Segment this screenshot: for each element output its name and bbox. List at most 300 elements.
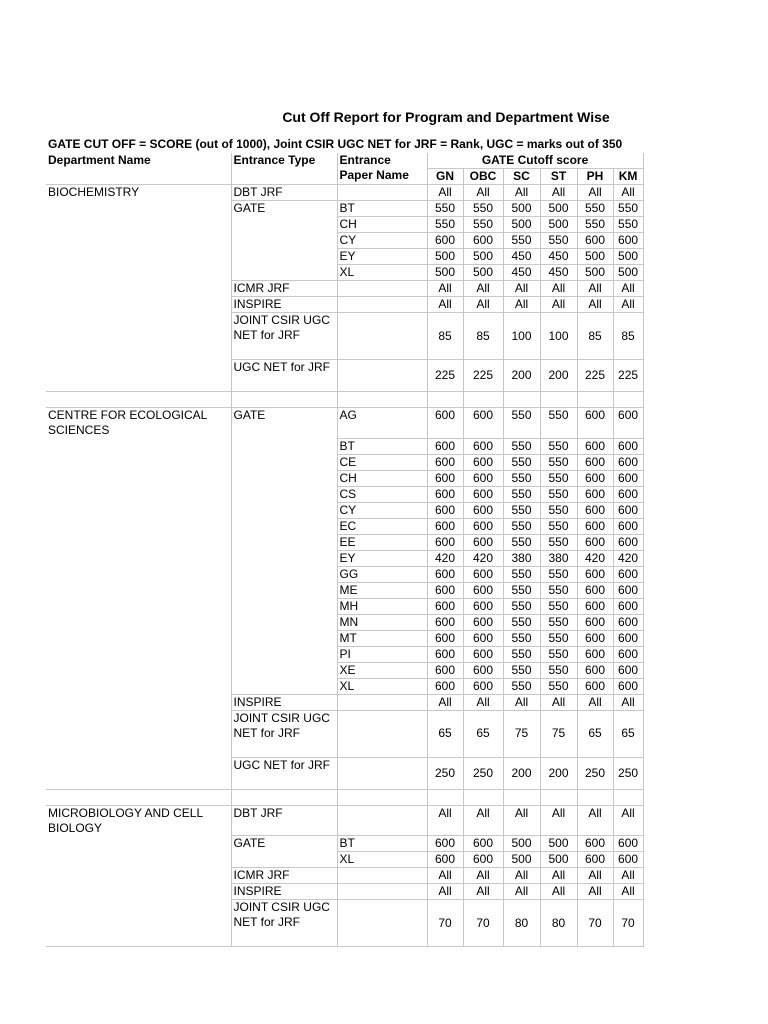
spacer-cell bbox=[613, 392, 643, 408]
score-cell-gn: All bbox=[427, 805, 463, 836]
score-cell-obc: All bbox=[463, 297, 503, 313]
score-cell-obc: All bbox=[463, 884, 503, 900]
score-cell-sc: 550 bbox=[503, 582, 540, 598]
score-cell-km: All bbox=[613, 868, 643, 884]
department-cell bbox=[46, 233, 231, 249]
entrance-paper-cell: CE bbox=[337, 454, 427, 470]
score-cell-sc: 550 bbox=[503, 646, 540, 662]
score-cell-obc: 85 bbox=[463, 313, 503, 360]
col-header-ph: PH bbox=[577, 169, 613, 185]
table-row bbox=[46, 614, 643, 630]
table-row bbox=[46, 217, 643, 233]
entrance-paper-cell bbox=[337, 694, 427, 710]
score-cell-st: 550 bbox=[540, 454, 577, 470]
entrance-paper-cell: XL bbox=[337, 265, 427, 281]
score-cell-gn: All bbox=[427, 281, 463, 297]
table-row bbox=[46, 710, 643, 757]
score-cell-gn: 600 bbox=[427, 598, 463, 614]
entrance-paper-cell: MH bbox=[337, 598, 427, 614]
score-cell-gn: 600 bbox=[427, 836, 463, 852]
score-cell-gn: 600 bbox=[427, 630, 463, 646]
score-cell-obc: 600 bbox=[463, 646, 503, 662]
score-cell-sc: 80 bbox=[503, 900, 540, 947]
score-cell-gn: All bbox=[427, 694, 463, 710]
score-cell-obc: 420 bbox=[463, 550, 503, 566]
score-cell-st: 550 bbox=[540, 598, 577, 614]
spacer-cell bbox=[46, 789, 231, 805]
score-cell-km: All bbox=[613, 694, 643, 710]
entrance-paper-cell: GG bbox=[337, 566, 427, 582]
score-cell-ph: 600 bbox=[577, 662, 613, 678]
entrance-type-cell: GATE bbox=[231, 201, 337, 217]
col-header-sc: SC bbox=[503, 169, 540, 185]
entrance-type-cell: JOINT CSIR UGC NET for JRF bbox=[231, 900, 337, 947]
score-cell-st: All bbox=[540, 884, 577, 900]
department-cell bbox=[46, 486, 231, 502]
score-cell-sc: 550 bbox=[503, 408, 540, 439]
score-cell-st: All bbox=[540, 694, 577, 710]
department-cell bbox=[46, 868, 231, 884]
score-cell-sc: 550 bbox=[503, 454, 540, 470]
score-cell-ph: 600 bbox=[577, 408, 613, 439]
table-row bbox=[46, 836, 643, 852]
score-cell-st: 550 bbox=[540, 662, 577, 678]
spacer-cell bbox=[503, 789, 540, 805]
entrance-paper-cell bbox=[337, 868, 427, 884]
table-row bbox=[46, 598, 643, 614]
spacer-cell bbox=[577, 392, 613, 408]
table-body bbox=[46, 185, 643, 947]
entrance-paper-cell bbox=[337, 360, 427, 392]
score-cell-sc: All bbox=[503, 185, 540, 201]
score-cell-obc: 600 bbox=[463, 486, 503, 502]
entrance-paper-cell bbox=[337, 805, 427, 836]
score-cell-sc: 100 bbox=[503, 313, 540, 360]
score-cell-gn: 250 bbox=[427, 757, 463, 789]
score-cell-sc: 550 bbox=[503, 486, 540, 502]
score-cell-km: 550 bbox=[613, 217, 643, 233]
spacer-cell bbox=[613, 789, 643, 805]
score-cell-obc: 600 bbox=[463, 438, 503, 454]
cutoff-table bbox=[46, 153, 644, 947]
spacer-cell bbox=[337, 789, 427, 805]
score-cell-obc: 500 bbox=[463, 265, 503, 281]
score-cell-ph: 250 bbox=[577, 757, 613, 789]
score-cell-ph: All bbox=[577, 297, 613, 313]
entrance-type-cell bbox=[231, 249, 337, 265]
score-cell-km: 600 bbox=[613, 678, 643, 694]
score-cell-obc: 600 bbox=[463, 630, 503, 646]
score-cell-st: 550 bbox=[540, 518, 577, 534]
entrance-paper-cell: ME bbox=[337, 582, 427, 598]
score-cell-km: 225 bbox=[613, 360, 643, 392]
score-cell-st: 500 bbox=[540, 836, 577, 852]
table-row bbox=[46, 486, 643, 502]
col-header-gate-cutoff: GATE Cutoff score bbox=[427, 153, 643, 169]
score-cell-gn: 600 bbox=[427, 582, 463, 598]
score-cell-ph: All bbox=[577, 805, 613, 836]
score-cell-gn: 600 bbox=[427, 438, 463, 454]
score-cell-ph: 600 bbox=[577, 678, 613, 694]
score-cell-km: 500 bbox=[613, 249, 643, 265]
table-row bbox=[46, 550, 643, 566]
table-row bbox=[46, 313, 643, 360]
spacer-row bbox=[46, 392, 643, 408]
score-cell-sc: 550 bbox=[503, 598, 540, 614]
table-row bbox=[46, 662, 643, 678]
department-cell bbox=[46, 265, 231, 281]
department-cell bbox=[46, 884, 231, 900]
entrance-paper-cell: CH bbox=[337, 470, 427, 486]
department-cell bbox=[46, 582, 231, 598]
score-cell-ph: 225 bbox=[577, 360, 613, 392]
score-cell-gn: 420 bbox=[427, 550, 463, 566]
entrance-paper-cell: CY bbox=[337, 502, 427, 518]
score-cell-sc: All bbox=[503, 868, 540, 884]
entrance-type-cell bbox=[231, 852, 337, 868]
entrance-paper-cell: BT bbox=[337, 438, 427, 454]
spacer-cell bbox=[463, 789, 503, 805]
score-cell-st: 550 bbox=[540, 566, 577, 582]
score-cell-gn: All bbox=[427, 297, 463, 313]
table-row bbox=[46, 502, 643, 518]
score-cell-sc: 75 bbox=[503, 710, 540, 757]
score-cell-st: 550 bbox=[540, 502, 577, 518]
entrance-type-cell: INSPIRE bbox=[231, 884, 337, 900]
score-cell-obc: 600 bbox=[463, 852, 503, 868]
score-cell-ph: 70 bbox=[577, 900, 613, 947]
score-cell-ph: 500 bbox=[577, 249, 613, 265]
entrance-paper-cell: EY bbox=[337, 249, 427, 265]
score-cell-gn: 600 bbox=[427, 678, 463, 694]
score-cell-km: 600 bbox=[613, 408, 643, 439]
entrance-type-cell bbox=[231, 265, 337, 281]
score-cell-gn: 85 bbox=[427, 313, 463, 360]
score-cell-ph: 600 bbox=[577, 852, 613, 868]
score-cell-ph: All bbox=[577, 185, 613, 201]
entrance-paper-cell: XE bbox=[337, 662, 427, 678]
score-cell-st: 550 bbox=[540, 614, 577, 630]
entrance-paper-cell bbox=[337, 313, 427, 360]
department-cell bbox=[46, 694, 231, 710]
department-cell bbox=[46, 630, 231, 646]
score-cell-st: 550 bbox=[540, 486, 577, 502]
score-cell-km: All bbox=[613, 185, 643, 201]
score-cell-obc: 600 bbox=[463, 614, 503, 630]
score-cell-obc: 600 bbox=[463, 566, 503, 582]
score-cell-gn: 600 bbox=[427, 408, 463, 439]
col-header-entrance-paper: Entrance Paper Name bbox=[337, 153, 427, 185]
table-row bbox=[46, 185, 643, 201]
report-subtitle: GATE CUT OFF = SCORE (out of 1000), Joint CSIR UGC NET for JRF = Rank, UGC = marks out of 350 bbox=[48, 137, 623, 151]
score-cell-km: 420 bbox=[613, 550, 643, 566]
table-row bbox=[46, 852, 643, 868]
score-cell-sc: 500 bbox=[503, 217, 540, 233]
entrance-type-cell: GATE bbox=[231, 836, 337, 852]
department-cell bbox=[46, 757, 231, 789]
score-cell-st: All bbox=[540, 868, 577, 884]
department-cell bbox=[46, 438, 231, 454]
score-cell-sc: 550 bbox=[503, 614, 540, 630]
score-cell-km: 600 bbox=[613, 502, 643, 518]
score-cell-obc: 70 bbox=[463, 900, 503, 947]
score-cell-km: All bbox=[613, 884, 643, 900]
score-cell-obc: 600 bbox=[463, 470, 503, 486]
score-cell-gn: All bbox=[427, 185, 463, 201]
score-cell-gn: All bbox=[427, 884, 463, 900]
entrance-paper-cell bbox=[337, 297, 427, 313]
table-row bbox=[46, 281, 643, 297]
score-cell-ph: 600 bbox=[577, 582, 613, 598]
spacer-cell bbox=[540, 392, 577, 408]
department-cell: CENTRE FOR ECOLOGICAL SCIENCES bbox=[46, 408, 231, 439]
score-cell-st: 500 bbox=[540, 217, 577, 233]
score-cell-gn: 600 bbox=[427, 534, 463, 550]
score-cell-st: 550 bbox=[540, 678, 577, 694]
score-cell-ph: 65 bbox=[577, 710, 613, 757]
score-cell-ph: All bbox=[577, 868, 613, 884]
col-header-obc: OBC bbox=[463, 169, 503, 185]
score-cell-obc: 250 bbox=[463, 757, 503, 789]
score-cell-st: 450 bbox=[540, 265, 577, 281]
department-cell bbox=[46, 566, 231, 582]
score-cell-obc: 600 bbox=[463, 678, 503, 694]
department-cell bbox=[46, 281, 231, 297]
score-cell-st: 550 bbox=[540, 630, 577, 646]
department-cell bbox=[46, 646, 231, 662]
score-cell-ph: All bbox=[577, 694, 613, 710]
score-cell-gn: All bbox=[427, 868, 463, 884]
score-cell-ph: 420 bbox=[577, 550, 613, 566]
department-cell bbox=[46, 454, 231, 470]
entrance-type-cell: JOINT CSIR UGC NET for JRF bbox=[231, 313, 337, 360]
department-cell: MICROBIOLOGY AND CELL BIOLOGY bbox=[46, 805, 231, 836]
entrance-type-cell bbox=[231, 454, 337, 470]
score-cell-km: 600 bbox=[613, 454, 643, 470]
department-cell bbox=[46, 297, 231, 313]
entrance-type-cell bbox=[231, 486, 337, 502]
score-cell-gn: 65 bbox=[427, 710, 463, 757]
score-cell-ph: 600 bbox=[577, 233, 613, 249]
score-cell-ph: 85 bbox=[577, 313, 613, 360]
score-cell-sc: All bbox=[503, 297, 540, 313]
entrance-type-cell bbox=[231, 614, 337, 630]
score-cell-gn: 600 bbox=[427, 486, 463, 502]
entrance-paper-cell: PI bbox=[337, 646, 427, 662]
score-cell-ph: 550 bbox=[577, 217, 613, 233]
score-cell-gn: 600 bbox=[427, 662, 463, 678]
spacer-cell bbox=[463, 392, 503, 408]
department-cell bbox=[46, 534, 231, 550]
score-cell-st: 550 bbox=[540, 534, 577, 550]
score-cell-sc: 550 bbox=[503, 518, 540, 534]
entrance-type-cell bbox=[231, 518, 337, 534]
score-cell-ph: 500 bbox=[577, 265, 613, 281]
entrance-type-cell: JOINT CSIR UGC NET for JRF bbox=[231, 710, 337, 757]
score-cell-km: 500 bbox=[613, 265, 643, 281]
score-cell-km: 600 bbox=[613, 598, 643, 614]
spacer-cell bbox=[231, 789, 337, 805]
score-cell-sc: 550 bbox=[503, 534, 540, 550]
entrance-paper-cell: BT bbox=[337, 836, 427, 852]
department-cell bbox=[46, 360, 231, 392]
score-cell-gn: 550 bbox=[427, 217, 463, 233]
score-cell-ph: 600 bbox=[577, 630, 613, 646]
score-cell-km: 550 bbox=[613, 201, 643, 217]
score-cell-st: 500 bbox=[540, 852, 577, 868]
table-row bbox=[46, 678, 643, 694]
score-cell-gn: 600 bbox=[427, 566, 463, 582]
score-cell-gn: 600 bbox=[427, 454, 463, 470]
table-row bbox=[46, 249, 643, 265]
score-cell-km: 600 bbox=[613, 852, 643, 868]
score-cell-km: 600 bbox=[613, 470, 643, 486]
score-cell-km: All bbox=[613, 805, 643, 836]
score-cell-km: All bbox=[613, 281, 643, 297]
header-row-1 bbox=[46, 153, 643, 169]
score-cell-ph: 600 bbox=[577, 646, 613, 662]
score-cell-sc: 550 bbox=[503, 630, 540, 646]
score-cell-gn: 600 bbox=[427, 646, 463, 662]
table-row bbox=[46, 454, 643, 470]
score-cell-st: 75 bbox=[540, 710, 577, 757]
table-row bbox=[46, 233, 643, 249]
entrance-type-cell: DBT JRF bbox=[231, 185, 337, 201]
score-cell-sc: All bbox=[503, 281, 540, 297]
spacer-cell bbox=[503, 392, 540, 408]
department-cell bbox=[46, 900, 231, 947]
score-cell-ph: 600 bbox=[577, 438, 613, 454]
entrance-type-cell bbox=[231, 646, 337, 662]
score-cell-gn: 600 bbox=[427, 614, 463, 630]
spacer-cell bbox=[427, 789, 463, 805]
entrance-type-cell bbox=[231, 582, 337, 598]
department-cell bbox=[46, 217, 231, 233]
score-cell-obc: 600 bbox=[463, 582, 503, 598]
score-cell-sc: 550 bbox=[503, 678, 540, 694]
score-cell-sc: 550 bbox=[503, 502, 540, 518]
entrance-paper-cell: XL bbox=[337, 852, 427, 868]
score-cell-st: 550 bbox=[540, 470, 577, 486]
department-cell bbox=[46, 836, 231, 852]
score-cell-sc: All bbox=[503, 694, 540, 710]
score-cell-gn: 600 bbox=[427, 470, 463, 486]
score-cell-ph: 600 bbox=[577, 836, 613, 852]
entrance-type-cell bbox=[231, 566, 337, 582]
score-cell-km: 600 bbox=[613, 233, 643, 249]
entrance-type-cell bbox=[231, 550, 337, 566]
score-cell-sc: 200 bbox=[503, 757, 540, 789]
score-cell-st: 100 bbox=[540, 313, 577, 360]
score-cell-km: 600 bbox=[613, 438, 643, 454]
score-cell-gn: 550 bbox=[427, 201, 463, 217]
department-cell bbox=[46, 249, 231, 265]
table-row bbox=[46, 566, 643, 582]
report-title: Cut Off Report for Program and Department Wise bbox=[282, 109, 610, 125]
score-cell-st: 500 bbox=[540, 201, 577, 217]
entrance-type-cell bbox=[231, 233, 337, 249]
entrance-type-cell: DBT JRF bbox=[231, 805, 337, 836]
spacer-cell bbox=[540, 789, 577, 805]
col-header-department: Department Name bbox=[46, 153, 231, 185]
department-cell bbox=[46, 518, 231, 534]
score-cell-st: 200 bbox=[540, 757, 577, 789]
department-cell bbox=[46, 710, 231, 757]
score-cell-gn: 600 bbox=[427, 233, 463, 249]
table-row bbox=[46, 757, 643, 789]
score-cell-st: 80 bbox=[540, 900, 577, 947]
score-cell-km: 600 bbox=[613, 566, 643, 582]
score-cell-obc: 550 bbox=[463, 201, 503, 217]
score-cell-obc: All bbox=[463, 185, 503, 201]
score-cell-km: 85 bbox=[613, 313, 643, 360]
score-cell-gn: 225 bbox=[427, 360, 463, 392]
entrance-paper-cell: CY bbox=[337, 233, 427, 249]
department-cell bbox=[46, 502, 231, 518]
spacer-cell bbox=[427, 392, 463, 408]
table-row bbox=[46, 297, 643, 313]
department-cell bbox=[46, 852, 231, 868]
score-cell-km: 600 bbox=[613, 662, 643, 678]
spacer-cell bbox=[337, 392, 427, 408]
entrance-paper-cell: MN bbox=[337, 614, 427, 630]
score-cell-obc: 600 bbox=[463, 598, 503, 614]
score-cell-sc: 550 bbox=[503, 662, 540, 678]
table-row bbox=[46, 201, 643, 217]
score-cell-obc: All bbox=[463, 694, 503, 710]
score-cell-gn: 70 bbox=[427, 900, 463, 947]
score-cell-st: 450 bbox=[540, 249, 577, 265]
entrance-type-cell: UGC NET for JRF bbox=[231, 360, 337, 392]
entrance-type-cell bbox=[231, 534, 337, 550]
score-cell-gn: 500 bbox=[427, 265, 463, 281]
score-cell-gn: 600 bbox=[427, 852, 463, 868]
entrance-type-cell bbox=[231, 598, 337, 614]
score-cell-obc: All bbox=[463, 868, 503, 884]
score-cell-ph: All bbox=[577, 884, 613, 900]
score-cell-obc: 550 bbox=[463, 217, 503, 233]
score-cell-km: 600 bbox=[613, 518, 643, 534]
entrance-paper-cell bbox=[337, 185, 427, 201]
department-cell bbox=[46, 313, 231, 360]
score-cell-sc: 550 bbox=[503, 233, 540, 249]
entrance-paper-cell: AG bbox=[337, 408, 427, 439]
score-cell-st: All bbox=[540, 281, 577, 297]
table-row bbox=[46, 868, 643, 884]
score-cell-ph: 600 bbox=[577, 502, 613, 518]
entrance-type-cell: INSPIRE bbox=[231, 694, 337, 710]
table-row bbox=[46, 694, 643, 710]
entrance-paper-cell bbox=[337, 900, 427, 947]
entrance-paper-cell bbox=[337, 757, 427, 789]
table-row bbox=[46, 900, 643, 947]
table-row bbox=[46, 470, 643, 486]
score-cell-sc: 500 bbox=[503, 201, 540, 217]
spacer-cell bbox=[46, 392, 231, 408]
entrance-type-cell: UGC NET for JRF bbox=[231, 757, 337, 789]
score-cell-st: All bbox=[540, 805, 577, 836]
entrance-paper-cell: BT bbox=[337, 201, 427, 217]
table-row bbox=[46, 408, 643, 439]
entrance-paper-cell: EC bbox=[337, 518, 427, 534]
score-cell-ph: All bbox=[577, 281, 613, 297]
score-cell-km: 600 bbox=[613, 614, 643, 630]
entrance-type-cell bbox=[231, 678, 337, 694]
score-cell-obc: 600 bbox=[463, 502, 503, 518]
score-cell-sc: All bbox=[503, 884, 540, 900]
score-cell-st: 550 bbox=[540, 646, 577, 662]
score-cell-km: 250 bbox=[613, 757, 643, 789]
